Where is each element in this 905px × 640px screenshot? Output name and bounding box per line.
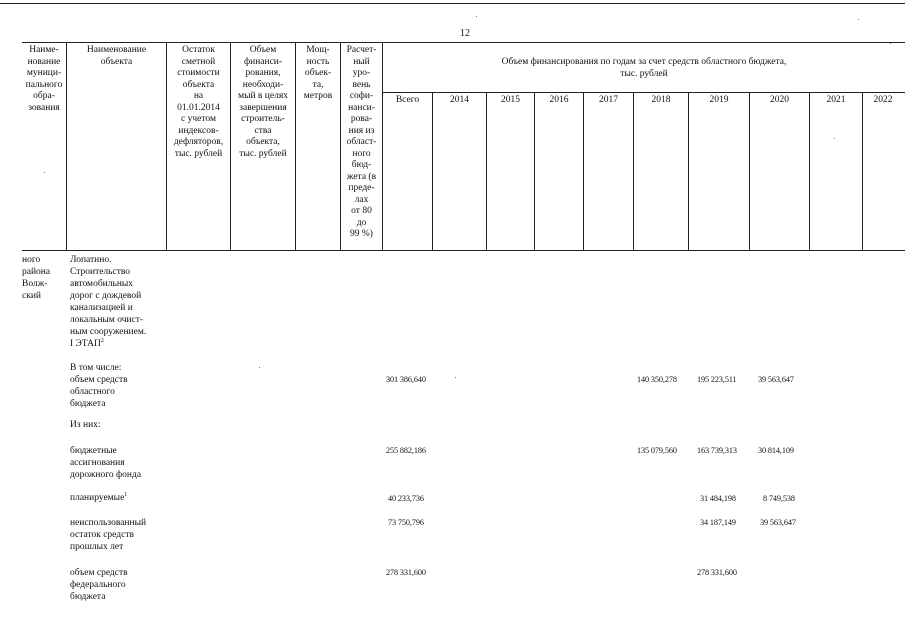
col-divider xyxy=(486,92,487,251)
row-2020: 8 749,538 xyxy=(763,494,795,503)
row-2019: 31 484,198 xyxy=(700,494,736,503)
row-label: Из них: xyxy=(70,420,101,430)
top-border-line xyxy=(0,3,905,4)
col-divider xyxy=(432,92,433,251)
header-capacity: Мощ- ность объек- та, метров xyxy=(303,45,333,101)
col-divider xyxy=(749,92,750,251)
col-divider xyxy=(633,92,634,251)
row-label: В том числе: объем средств областного бюджета xyxy=(70,363,128,409)
header-year-2020: 2020 xyxy=(770,95,789,105)
col-divider xyxy=(862,92,863,251)
row-label: планируемые$^1$ xyxy=(70,491,128,503)
row-2019: 278 331,600 xyxy=(697,568,737,577)
row-2019: 195 223,511 xyxy=(697,375,737,384)
header-year-2021: 2021 xyxy=(826,95,846,105)
scan-speck xyxy=(858,19,859,20)
row-label: объем средств федерального бюджета xyxy=(70,568,128,602)
header-year-2022: 2022 xyxy=(873,95,893,105)
header-year-2015: 2015 xyxy=(501,95,520,105)
col-divider xyxy=(66,42,67,251)
row-label: неиспользованный остаток средств прошлых лет xyxy=(70,518,147,552)
row-2020: 39 563,647 xyxy=(760,518,796,527)
scan-speck xyxy=(834,138,835,139)
header-cofinancing-level: Расчет- ный уро- вень софи- нанси- рова- ния из област- ного бюд- жета (в преде- лах от 80 до 99 %) xyxy=(346,45,377,239)
row-2020: 39 563,647 xyxy=(758,375,794,384)
object-name: Лопатино. Строительство автомобильных дорог с дождевой канализацией и локальным очист- ным сооружением. I ЭТАП$^2$ xyxy=(70,255,147,349)
header-remaining-cost: Остаток сметной стоимости объекта на 01.01.2014 с учетом индексов- дефляторов, тыс. рублей xyxy=(173,45,224,159)
header-object: Наименование объекта xyxy=(86,45,147,67)
scan-speck xyxy=(259,367,260,368)
row-2019: 34 187,149 xyxy=(700,518,736,527)
scan-speck xyxy=(890,43,891,44)
col-divider xyxy=(688,92,689,251)
row-total: 255 882,186 xyxy=(386,446,426,455)
row-total: 40 233,736 xyxy=(388,494,424,503)
page-number: 12 xyxy=(460,28,470,39)
header-year-2018: 2018 xyxy=(651,95,671,105)
municipality-name: ного района Волж- ский xyxy=(22,255,51,301)
header-year-2017: 2017 xyxy=(599,95,618,105)
header-funding-volume: Объем финанси- рования, необходи- мый в целях завершения строитель- ства объекта, тыс. рублей xyxy=(238,45,288,159)
scan-speck xyxy=(44,172,45,173)
col-divider xyxy=(583,92,584,251)
row-2018: 140 350,278 xyxy=(637,375,677,384)
row-2020: 30 814,109 xyxy=(758,446,794,455)
header-top-line xyxy=(22,42,905,43)
row-total: 73 750,796 xyxy=(388,518,424,527)
row-2019: 163 739,313 xyxy=(697,446,737,455)
row-2018: 135 079,560 xyxy=(637,446,677,455)
header-funding-title: Объем финансирования по годам за счет средств областного бюджета, тыс. рублей xyxy=(501,57,787,79)
header-year-total: Всего xyxy=(395,95,420,105)
header-bottom-line xyxy=(22,250,905,251)
scan-speck xyxy=(455,377,456,378)
years-row-line xyxy=(382,92,905,93)
header-year-2014: 2014 xyxy=(450,95,469,105)
row-total: 301 386,640 xyxy=(386,375,426,384)
header-year-2016: 2016 xyxy=(549,95,569,105)
row-total: 278 331,600 xyxy=(386,568,426,577)
col-divider xyxy=(534,92,535,251)
scan-speck xyxy=(476,16,477,17)
header-year-2019: 2019 xyxy=(709,95,729,105)
header-municipality: Наиме- нование муници- пального обра- зования xyxy=(25,45,63,113)
row-label: бюджетные ассигнования дорожного фонда xyxy=(70,446,142,480)
col-divider xyxy=(809,92,810,251)
